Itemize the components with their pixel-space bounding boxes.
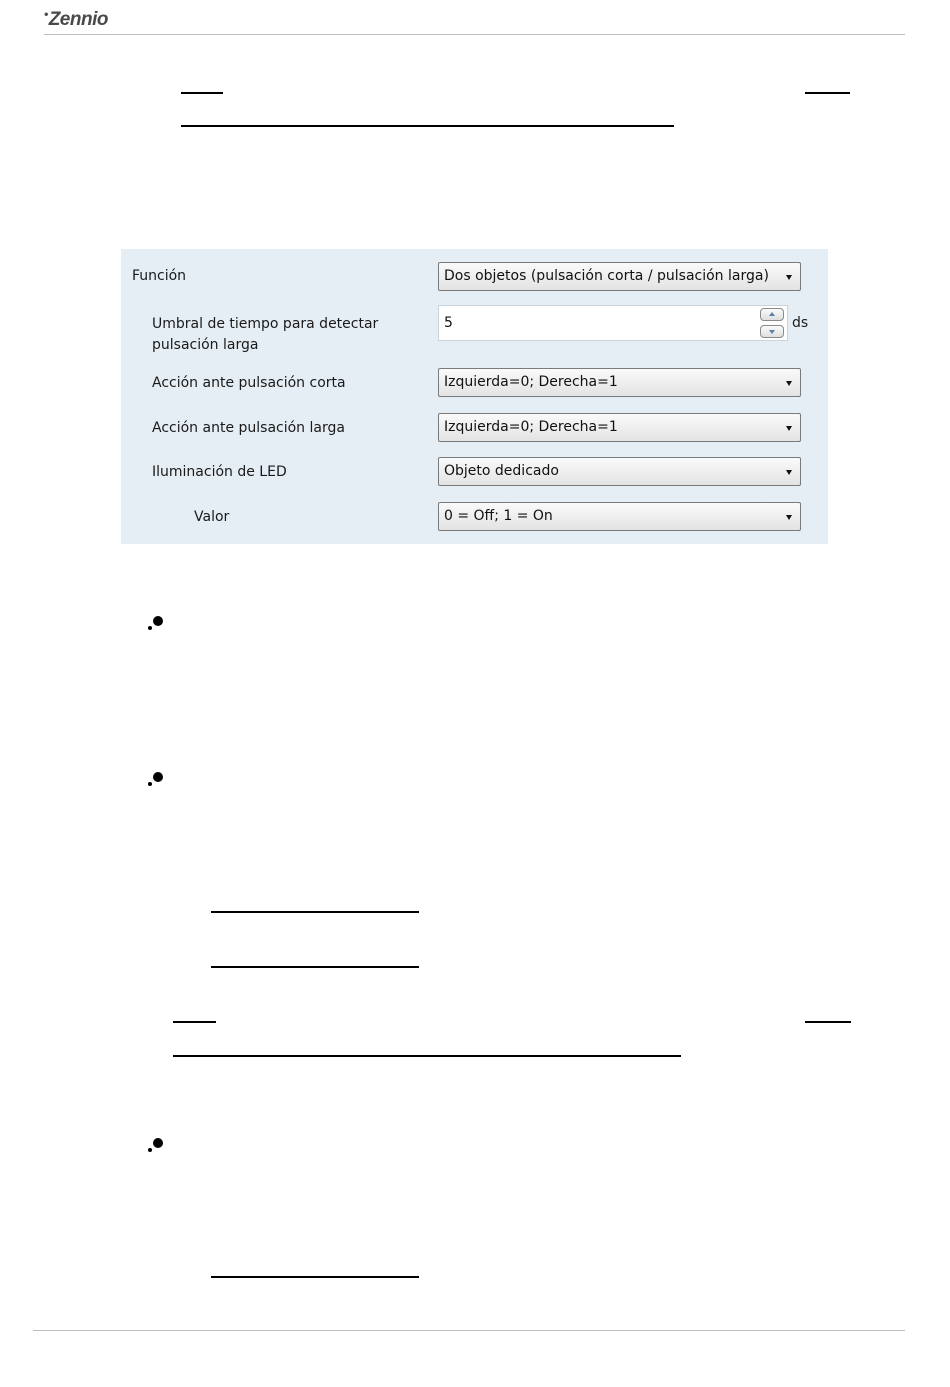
link-underline[interactable] — [173, 1055, 681, 1057]
accion-larga-value: Izquierda=0; Derecha=1 — [444, 419, 618, 435]
link-underline[interactable] — [805, 1021, 851, 1023]
dropdown-arrow-icon — [786, 381, 792, 386]
spin-up-button[interactable] — [760, 308, 784, 321]
iluminacion-value: Objeto dedicado — [444, 463, 559, 479]
umbral-input[interactable] — [438, 305, 788, 341]
umbral-value: 5 — [444, 315, 453, 331]
accion-corta-dropdown[interactable] — [438, 368, 801, 397]
spin-down-button[interactable] — [760, 325, 784, 338]
link-underline[interactable] — [805, 92, 850, 94]
link-underline[interactable] — [211, 966, 419, 968]
valor-dropdown[interactable] — [438, 502, 801, 531]
parameter-panel — [121, 249, 828, 544]
funcion-label: Función — [132, 268, 187, 284]
link-underline[interactable] — [211, 911, 419, 913]
dropdown-arrow-icon — [786, 470, 792, 475]
valor-value: 0 = Off; 1 = On — [444, 508, 553, 524]
umbral-unit: ds — [792, 315, 809, 331]
dropdown-arrow-icon — [786, 275, 792, 280]
bullet-dot-icon — [147, 771, 165, 789]
link-underline[interactable] — [211, 1276, 419, 1278]
logo-dot: • — [44, 7, 48, 21]
iluminacion-label: Iluminación de LED — [152, 464, 287, 480]
funcion-value: Dos objetos (pulsación corta / pulsación larga) — [444, 268, 769, 284]
zennio-logo — [44, 9, 108, 31]
accion-corta-label: Acción ante pulsación corta — [152, 375, 346, 391]
link-underline[interactable] — [181, 92, 223, 94]
bullet-dot-icon — [147, 615, 165, 633]
valor-label: Valor — [194, 509, 230, 525]
chevron-down-icon — [769, 330, 775, 334]
bullet-dot-icon — [147, 1137, 165, 1155]
accion-larga-label: Acción ante pulsación larga — [152, 420, 345, 436]
dropdown-arrow-icon — [786, 515, 792, 520]
accion-larga-dropdown[interactable] — [438, 413, 801, 442]
iluminacion-dropdown[interactable] — [438, 457, 801, 486]
header-rule — [44, 34, 905, 35]
funcion-dropdown[interactable] — [438, 262, 801, 291]
chevron-up-icon — [769, 312, 775, 316]
logo-text: Zennio — [48, 9, 108, 30]
umbral-label-line1: Umbral de tiempo para detectar — [152, 316, 379, 332]
dropdown-arrow-icon — [786, 426, 792, 431]
footer-rule — [33, 1330, 905, 1331]
accion-corta-value: Izquierda=0; Derecha=1 — [444, 374, 618, 390]
link-underline[interactable] — [181, 125, 674, 127]
link-underline[interactable] — [173, 1021, 216, 1023]
umbral-label-line2: pulsación larga — [152, 337, 259, 353]
